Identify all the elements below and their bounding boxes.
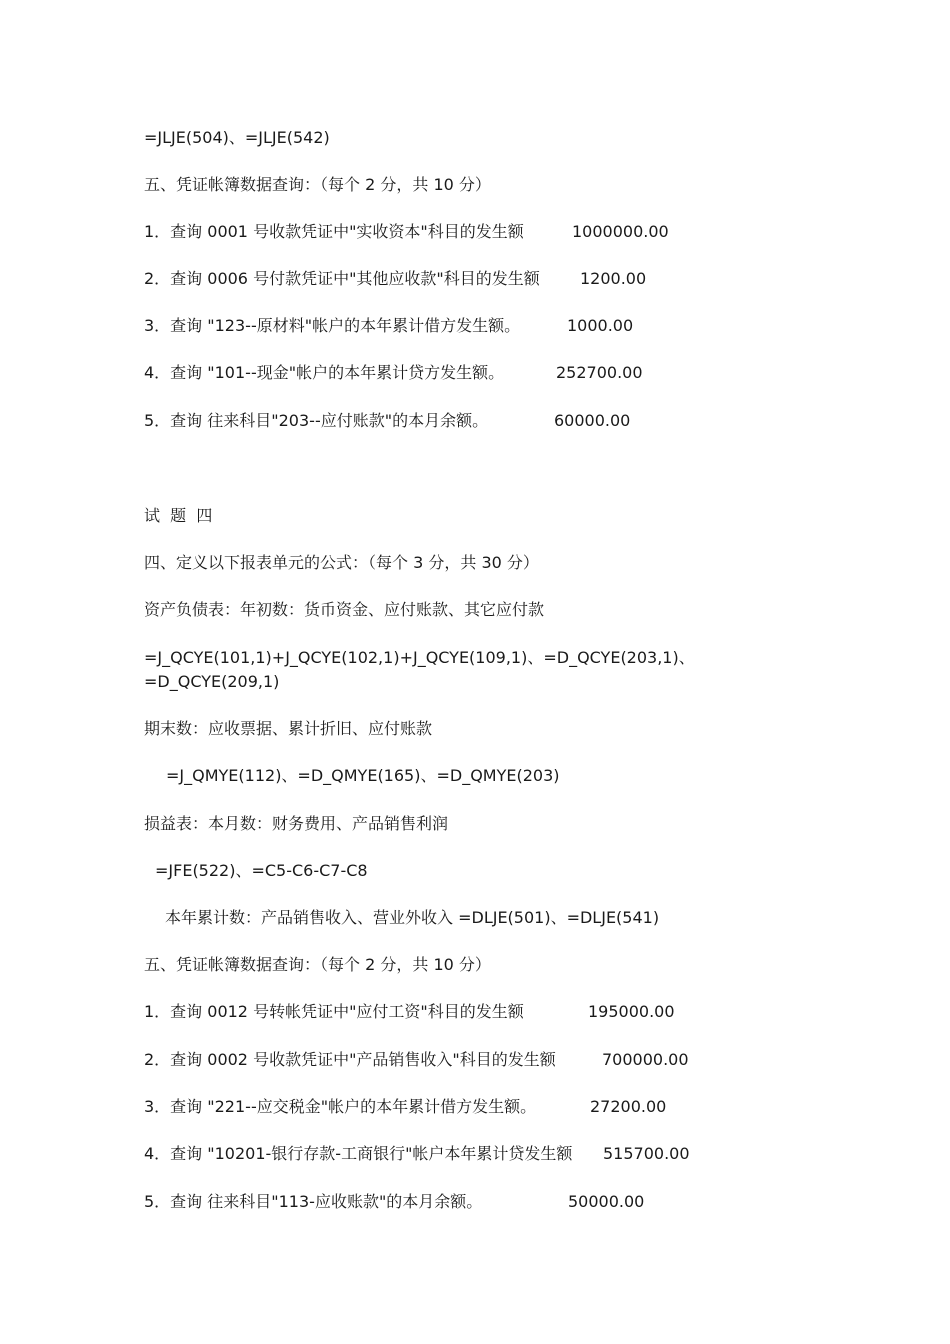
query-heading: 五、凭证帐簿数据查询：（每个 2 分，共 10 分）	[144, 175, 491, 194]
query-item-value: 700000.00	[602, 1050, 689, 1069]
ytd-line: 本年累计数：产品销售收入、营业外收入 =DLJE(501)、=DLJE(541)	[165, 908, 660, 927]
formula-heading: 四、定义以下报表单元的公式：（每个 3 分，共 30 分）	[144, 553, 539, 572]
period-end-formula: =J_QMYE(112)、=D_QMYE(165)、=D_QMYE(203)	[166, 766, 560, 785]
query-item-text: 4．查询 "10201-银行存款-工商银行"帐户本年累计贷发生额	[144, 1144, 573, 1163]
query-item-value: 1200.00	[580, 269, 647, 288]
section-title: 试 题 四	[144, 506, 213, 525]
query-heading: 五、凭证帐簿数据查询：（每个 2 分，共 10 分）	[144, 955, 491, 974]
query-item-text: 4．查询 "101--现金"帐户的本年累计贷方发生额。	[144, 363, 505, 382]
query-item-value: 252700.00	[556, 363, 643, 382]
query-item-text: 2．查询 0006 号付款凭证中"其他应收款"科目的发生额	[144, 269, 540, 288]
query-item-text: 1．查询 0012 号转帐凭证中"应付工资"科目的发生额	[144, 1002, 524, 1021]
query-item-text: 5．查询 往来科目"113-应收账款"的本月余额。	[144, 1192, 483, 1211]
income-label: 损益表：本月数：财务费用、产品销售利润	[144, 814, 449, 833]
query-item-value: 515700.00	[603, 1144, 690, 1163]
balance-sheet-label: 资产负债表：年初数：货币资金、应付账款、其它应付款	[144, 600, 545, 619]
query-item-value: 60000.00	[554, 411, 631, 430]
query-item-text: 3．查询 "221--应交税金"帐户的本年累计借方发生额。	[144, 1097, 537, 1116]
query-item-value: 195000.00	[588, 1002, 675, 1021]
query-item-text: 1．查询 0001 号收款凭证中"实收资本"科目的发生额	[144, 222, 524, 241]
query-item-value: 27200.00	[590, 1097, 667, 1116]
query-item-value: 1000000.00	[572, 222, 669, 241]
query-item-value: 50000.00	[568, 1192, 645, 1211]
income-formula: =JFE(522)、=C5-C6-C7-C8	[155, 861, 368, 880]
query-item-text: 3．查询 "123--原材料"帐户的本年累计借方发生额。	[144, 316, 521, 335]
period-end-label: 期末数：应收票据、累计折旧、应付账款	[144, 719, 433, 738]
query-item-value: 1000.00	[567, 316, 634, 335]
query-item-text: 5．查询 往来科目"203--应付账款"的本月余额。	[144, 411, 489, 430]
query-item-text: 2．查询 0002 号收款凭证中"产品销售收入"科目的发生额	[144, 1050, 556, 1069]
balance-sheet-formula: =J_QCYE(101,1)+J_QCYE(102,1)+J_QCYE(109,1)、=D_QCYE(203,1)、=D_QCYE(209,1)	[144, 648, 695, 691]
formula-line: =JLJE(504)、=JLJE(542)	[144, 128, 330, 147]
